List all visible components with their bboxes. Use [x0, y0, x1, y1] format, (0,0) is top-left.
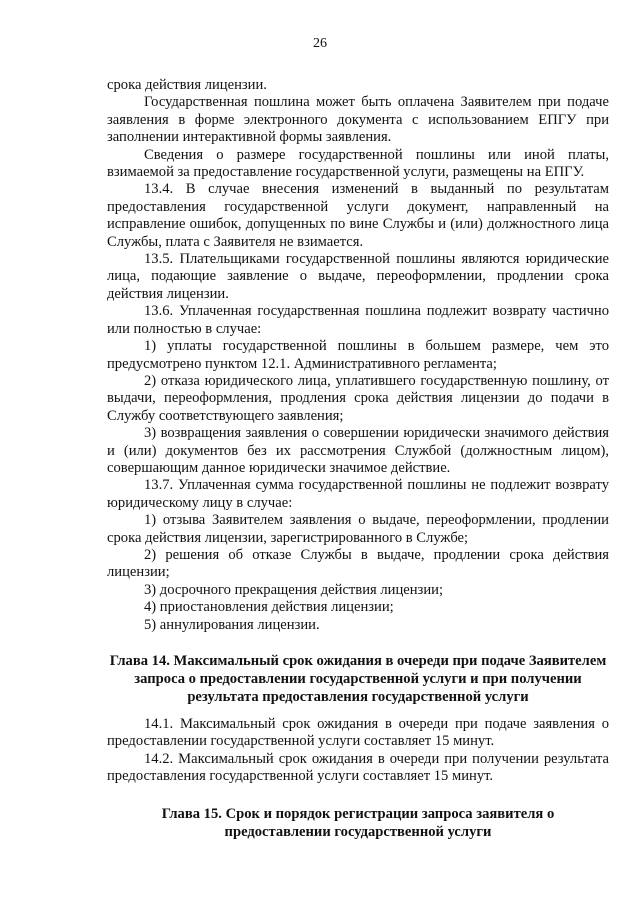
- paragraph: 13.5. Плательщиками государственной пошлины являются юридические лица, подающие заявление о выдаче, переоформлении, продлении срока действия лицензии.: [107, 251, 609, 302]
- chapter-14-heading: Глава 14. Максимальный срок ожидания в очереди при подаче Заявителем запроса о предоставлении государственной услуги и при получении результата предоставления государственной услуги: [109, 653, 607, 705]
- paragraph: 14.1. Максимальный срок ожидания в очереди при подаче заявления о предоставлении государственной услуги составляет 15 минут.: [107, 716, 609, 750]
- chapter-14-text: [107, 716, 609, 786]
- paragraph: 13.7. Уплаченная сумма государственной пошлины не подлежит возврату юридическому лицу в случае:: [107, 477, 609, 511]
- paragraph: Государственная пошлина может быть оплачена Заявителем при подаче заявления в форме электронного документа с использованием ЕПГУ при заполнении интерактивной формы заявления.: [107, 94, 609, 146]
- list-item: 1) отзыва Заявителем заявления о выдаче, переоформлении, продлении срока действия лицензии, зарегистрированного в Службе;: [107, 512, 609, 546]
- chapter-15-heading: Глава 15. Срок и порядок регистрации запроса заявителя о предоставлении государственной услуги: [161, 806, 555, 840]
- paragraph: 13.4. В случае внесения изменений в выданный по результатам предоставления государственной услуги документ, направленный на исправление ошибок, допущенных по вине Службы и (или) должностного лица Службы, плата с Заявителя не взимается.: [107, 181, 609, 250]
- list-item: 5) аннулирования лицензии.: [144, 616, 320, 633]
- list-item: 3) досрочного прекращения действия лицензии;: [144, 581, 444, 598]
- section-13-text: [107, 77, 609, 634]
- list-item: 2) отказа юридического лица, уплатившего государственную пошлину, от выдачи, переоформления, продления срока действия лицензии до подачи в Службу соответствующего заявления;: [107, 372, 609, 424]
- paragraph: Сведения о размере государственной пошлины или иной платы, взимаемой за предоставление государственной услуги, размещены на ЕПГУ.: [107, 146, 609, 181]
- list-item: 4) приостановления действия лицензии;: [144, 599, 394, 616]
- list-item: 1) уплаты государственной пошлины в большем размере, чем это предусмотрено пунктом 12.1. Административного регламента;: [107, 338, 609, 372]
- paragraph: 14.2. Максимальный срок ожидания в очереди при получении результата предоставления государственной услуги составляет 15 минут.: [107, 750, 609, 785]
- page-number: 26: [313, 36, 327, 51]
- list-item: 3) возвращения заявления о совершении юридически значимого действия и (или) документов без их рассмотрения Службой (должностным лицом), совершающим данное юридически значимое действие.: [107, 425, 609, 476]
- list-item: 2) решения об отказе Службы в выдаче, продлении срока действия лицензии;: [107, 546, 609, 581]
- paragraph: срока действия лицензии.: [107, 77, 267, 93]
- paragraph: 13.6. Уплаченная государственная пошлина подлежит возврату частично или полностью в случае:: [107, 303, 609, 337]
